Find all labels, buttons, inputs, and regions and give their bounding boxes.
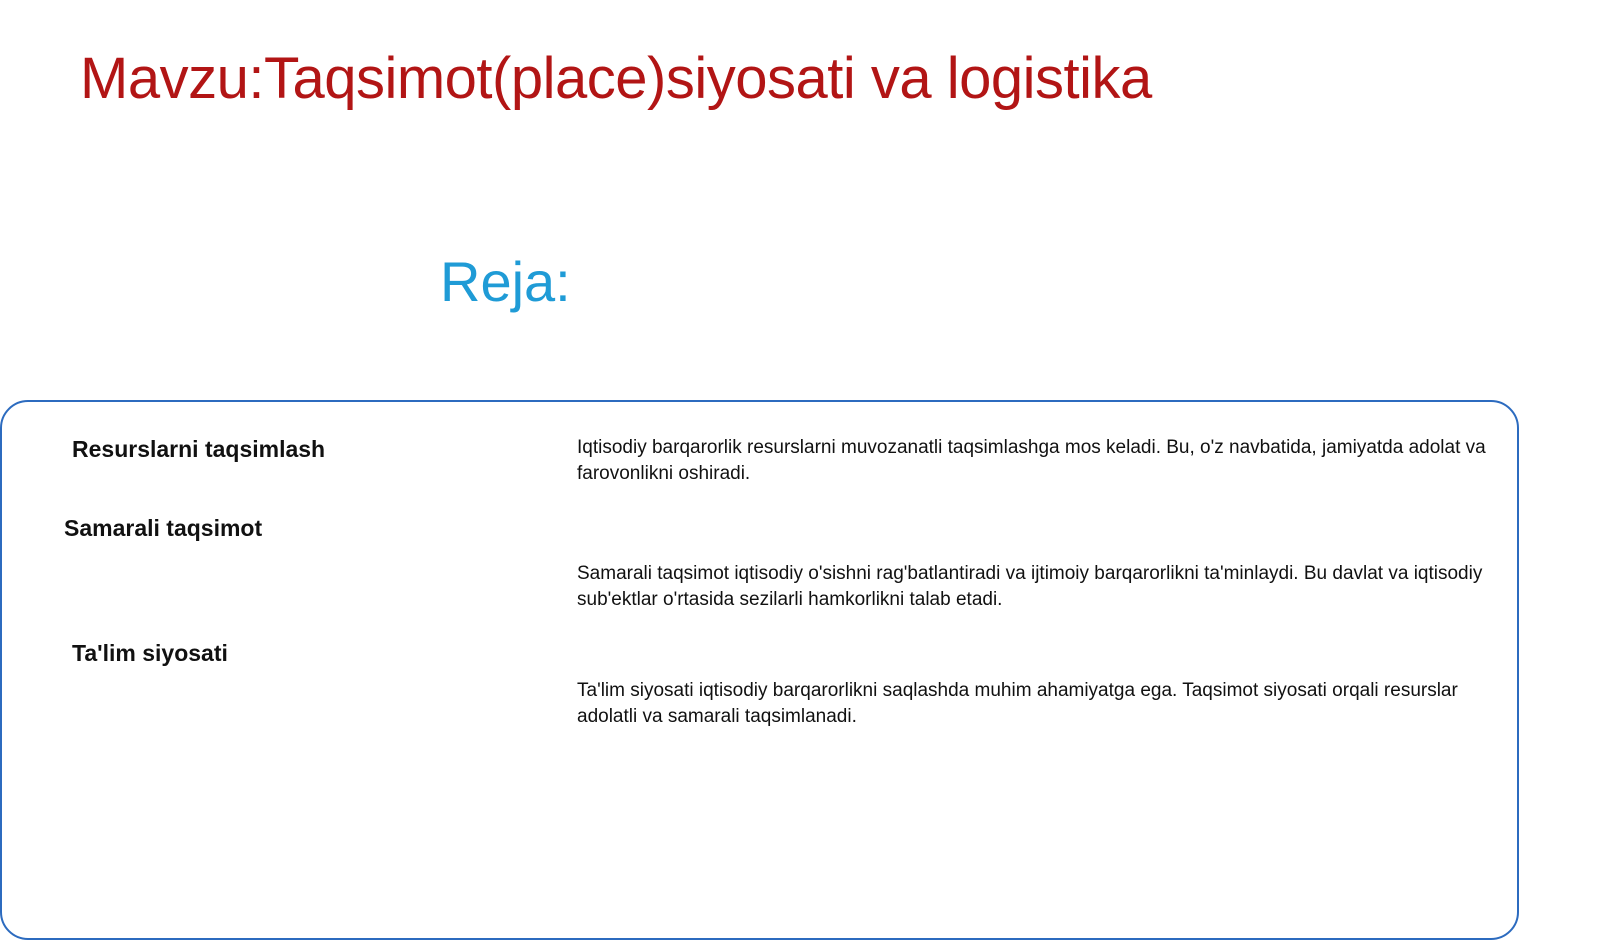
content-panel xyxy=(0,400,1519,940)
item-heading-education-policy: Ta'lim siyosati xyxy=(72,640,228,666)
slide-title: Mavzu:Taqsimot(place)siyosati va logistika xyxy=(80,46,1152,111)
item-text-efficient-distribution: Samarali taqsimot iqtisodiy o'sishni rag'batlantiradi va ijtimoiy barqarorlikni ta'minlaydi. Bu davlat va iqtisodiy sub'ektlar o'rtasida sezilarli hamkorlikni talab etadi. xyxy=(577,563,1483,610)
item-heading-efficient-distribution: Samarali taqsimot xyxy=(64,515,263,541)
item-text-resources: Iqtisodiy barqarorlik resurslarni muvozanatli taqsimlashga mos keladi. Bu, o'z navbatida, jamiyatda adolat va farovonlikni oshiradi. xyxy=(577,437,1486,484)
plan-heading: Reja: xyxy=(440,250,571,313)
item-heading-resources: Resurslarni taqsimlash xyxy=(72,436,326,462)
item-text-education-policy: Ta'lim siyosati iqtisodiy barqarorlikni saqlashda muhim ahamiyatga ega. Taqsimot siyosati orqali resurslar adolatli va samarali taqsimlanadi. xyxy=(577,680,1458,727)
